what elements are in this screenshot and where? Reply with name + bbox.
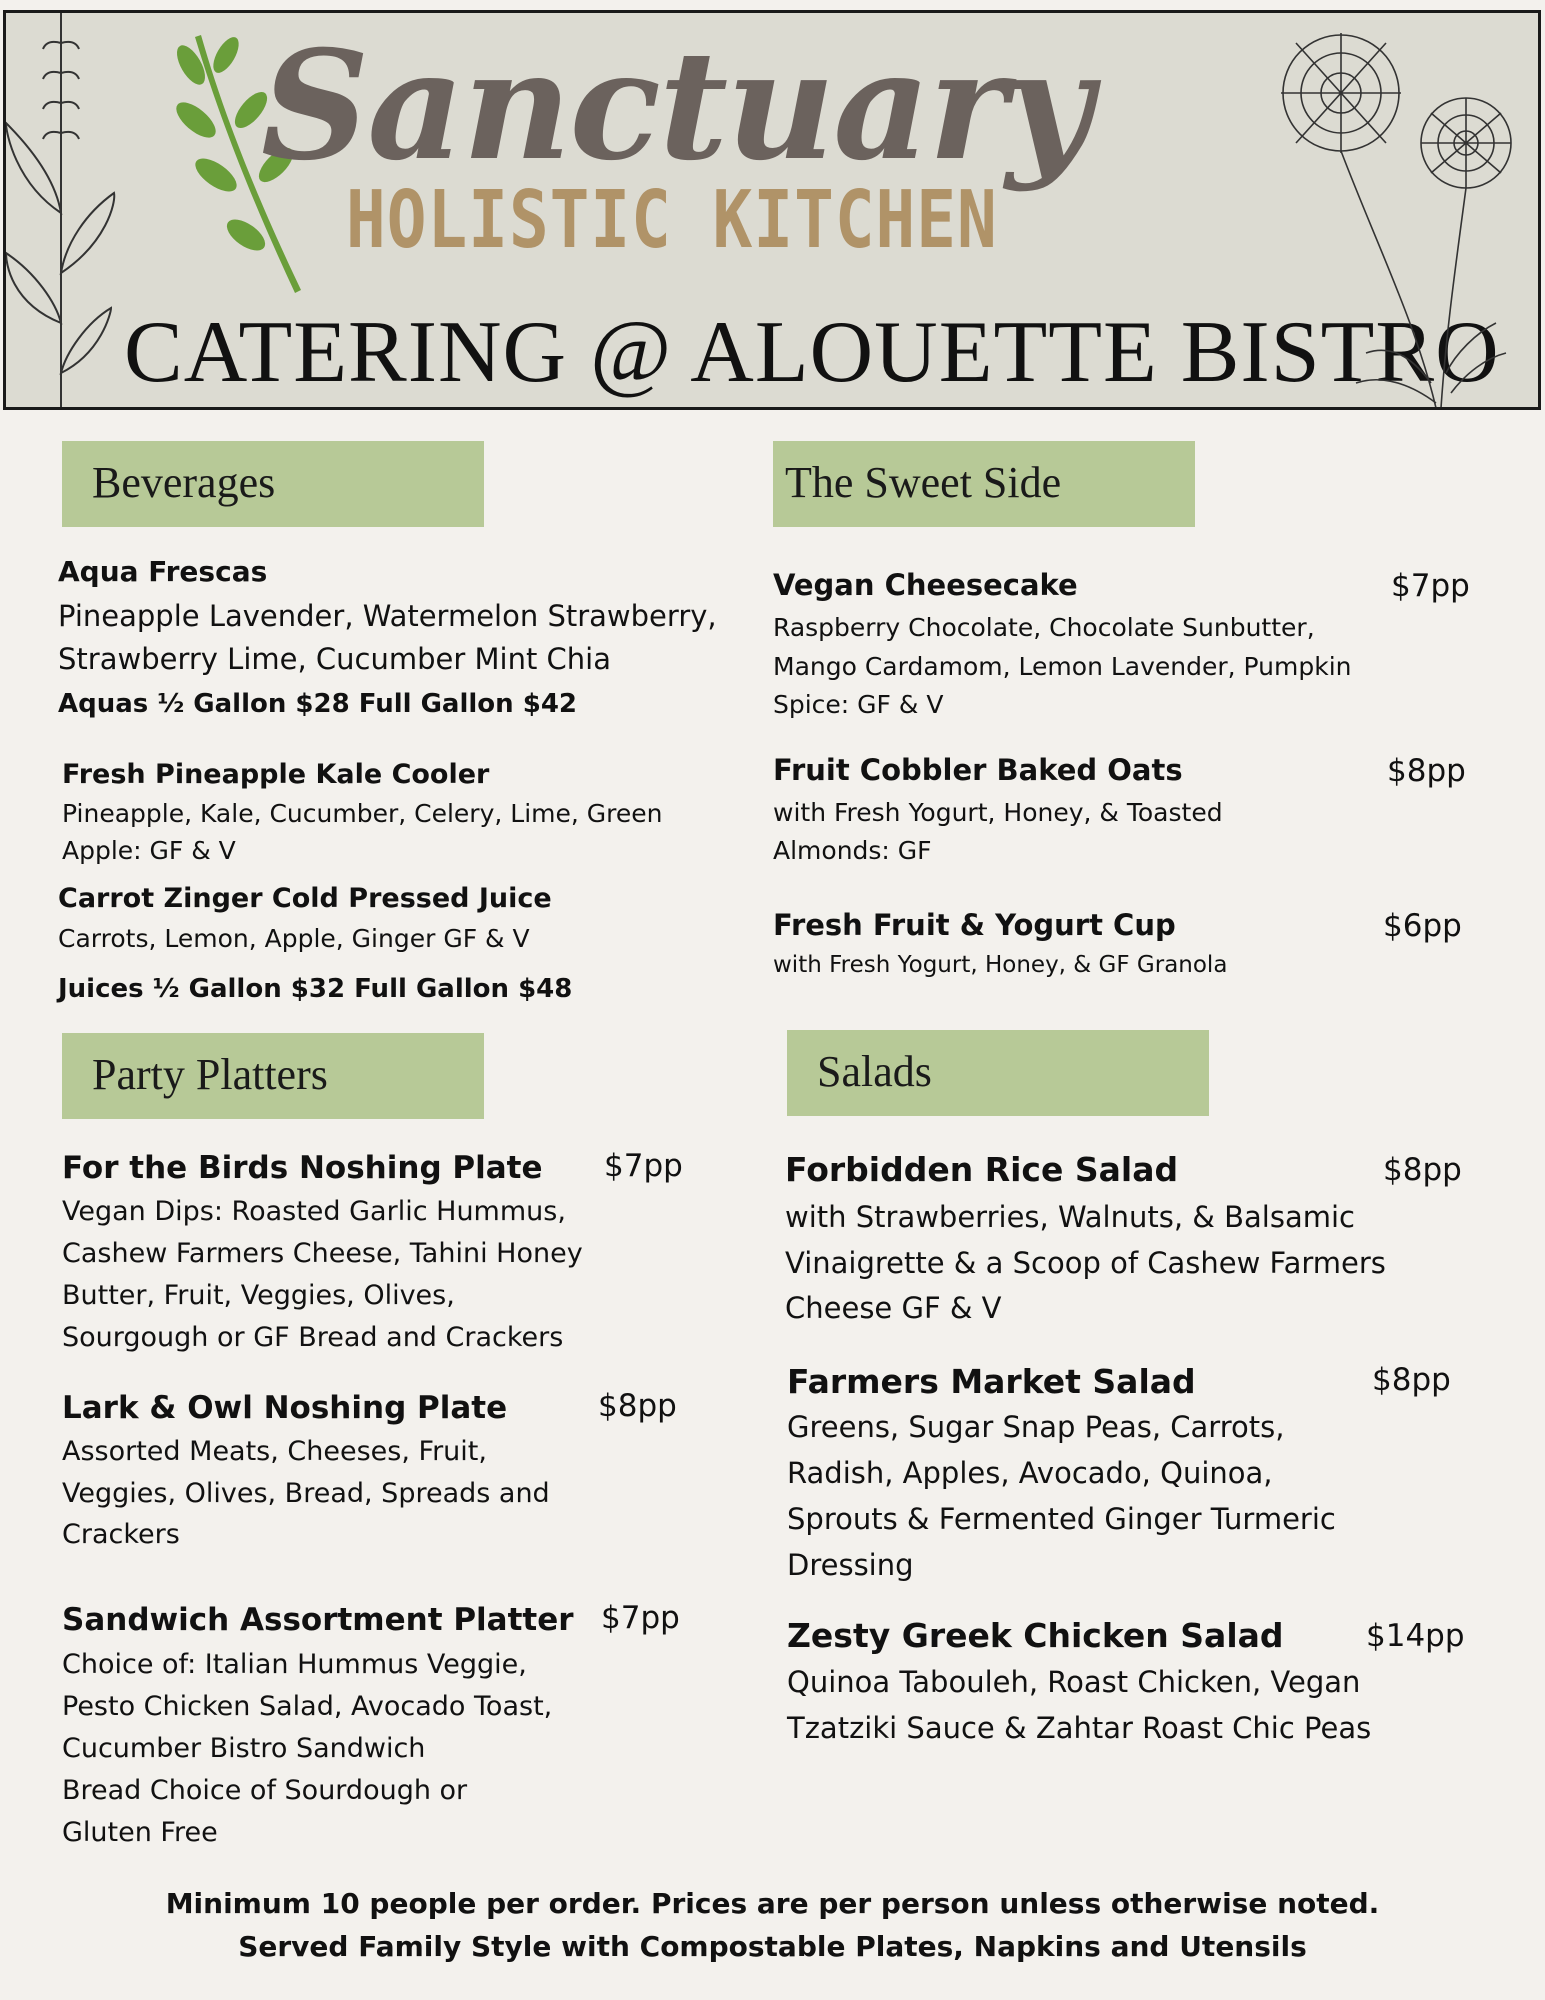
item-price: $14pp (1366, 1618, 1465, 1654)
item-description: Greens, Sugar Snap Peas, Carrots, (787, 1410, 1285, 1444)
section-heading-label: Salads (817, 1047, 932, 1096)
section-heading-label: Beverages (92, 458, 276, 507)
item-description: Tzatziki Sauce & Zahtar Roast Chic Peas (787, 1711, 1372, 1745)
item-name: Forbidden Rice Salad (785, 1150, 1179, 1189)
item-description: Vegan Dips: Roasted Garlic Hummus, (62, 1196, 566, 1227)
brand-subtitle: HOLISTIC KITCHEN (346, 173, 998, 267)
item-description: Veggies, Olives, Bread, Spreads and (62, 1478, 550, 1509)
item-description: Cheese GF & V (785, 1291, 1002, 1325)
item-name: Aqua Frescas (58, 555, 268, 588)
item-description: Almonds: GF (773, 836, 932, 865)
item-description: Pineapple Lavender, Watermelon Strawberry, (58, 599, 717, 633)
queen-annes-lace-icon (1266, 23, 1541, 408)
item-price: Juices ½ Gallon $32 Full Gallon $48 (58, 974, 573, 1004)
item-description: Assorted Meats, Cheeses, Fruit, (62, 1436, 487, 1467)
item-description: Vinaigrette & a Scoop of Cashew Farmers (785, 1246, 1386, 1280)
section-heading-beverages (62, 441, 484, 527)
item-description: Gluten Free (62, 1817, 218, 1848)
item-name: Fruit Cobbler Baked Oats (773, 753, 1183, 787)
section-heading-party-platters (62, 1033, 484, 1119)
item-name: For the Birds Noshing Plate (62, 1150, 543, 1186)
item-price: Aquas ½ Gallon $28 Full Gallon $42 (58, 689, 577, 719)
item-description: with Fresh Yogurt, Honey, & Toasted (773, 798, 1223, 827)
brand-logo-script: Sanctuary (261, 18, 1091, 194)
item-description: Spice: GF & V (773, 690, 944, 719)
section-heading-sweet-side (773, 441, 1195, 527)
footer-note: Served Family Style with Compostable Plates, Napkins and Utensils (238, 1930, 1307, 1963)
item-price: $6pp (1383, 908, 1462, 944)
item-description: Sourgough or GF Bread and Crackers (62, 1322, 564, 1353)
item-description: Butter, Fruit, Veggies, Olives, (62, 1280, 455, 1311)
lavender-sprig-icon (6, 13, 116, 408)
item-description: with Fresh Yogurt, Honey, & GF Granola (773, 952, 1228, 978)
item-price: $8pp (598, 1388, 677, 1424)
item-description: Radish, Apples, Avocado, Quinoa, (787, 1456, 1273, 1490)
item-description: with Strawberries, Walnuts, & Balsamic (785, 1200, 1355, 1234)
item-name: Lark & Owl Noshing Plate (62, 1390, 508, 1426)
item-description: Crackers (62, 1519, 180, 1550)
item-price: $7pp (601, 1600, 680, 1636)
item-price: $7pp (1391, 568, 1470, 604)
item-description: Cashew Farmers Cheese, Tahini Honey (62, 1238, 583, 1269)
item-price: $8pp (1372, 1362, 1451, 1398)
item-name: Vegan Cheesecake (773, 568, 1078, 602)
header-banner (3, 10, 1541, 410)
item-price: $7pp (604, 1148, 683, 1184)
item-name: Fresh Fruit & Yogurt Cup (773, 908, 1176, 942)
item-description: Choice of: Italian Hummus Veggie, (62, 1649, 527, 1680)
item-description: Pesto Chicken Salad, Avocado Toast, (62, 1691, 553, 1722)
item-price: $8pp (1383, 1152, 1462, 1188)
item-description: Strawberry Lime, Cucumber Mint Chia (58, 642, 611, 676)
item-description: Pineapple, Kale, Cucumber, Celery, Lime, Green (62, 799, 663, 828)
section-heading-salads (787, 1030, 1209, 1116)
item-description: Sprouts & Fermented Ginger Turmeric (787, 1502, 1336, 1536)
item-description: Cucumber Bistro Sandwich (62, 1733, 426, 1764)
item-name: Farmers Market Salad (787, 1362, 1196, 1401)
item-description: Bread Choice of Sourdough or (62, 1775, 468, 1806)
section-heading-label: Party Platters (92, 1050, 328, 1099)
item-price: $8pp (1387, 753, 1466, 789)
footer-note: Minimum 10 people per order. Prices are per person unless otherwise noted. (165, 1887, 1380, 1920)
item-name: Fresh Pineapple Kale Cooler (62, 759, 490, 790)
item-description: Apple: GF & V (62, 836, 236, 865)
item-description: Quinoa Tabouleh, Roast Chicken, Vegan (787, 1665, 1361, 1699)
item-description: Dressing (787, 1548, 914, 1582)
section-heading-label: The Sweet Side (785, 458, 1062, 507)
item-description: Mango Cardamom, Lemon Lavender, Pumpkin (773, 652, 1352, 681)
item-name: Sandwich Assortment Platter (62, 1602, 574, 1638)
item-name: Zesty Greek Chicken Salad (787, 1616, 1284, 1655)
item-description: Raspberry Chocolate, Chocolate Sunbutter, (773, 613, 1315, 642)
item-description: Carrots, Lemon, Apple, Ginger GF & V (58, 924, 530, 953)
page-title: CATERING @ ALOUETTE BISTRO (124, 304, 1500, 401)
item-name: Carrot Zinger Cold Pressed Juice (58, 883, 552, 914)
